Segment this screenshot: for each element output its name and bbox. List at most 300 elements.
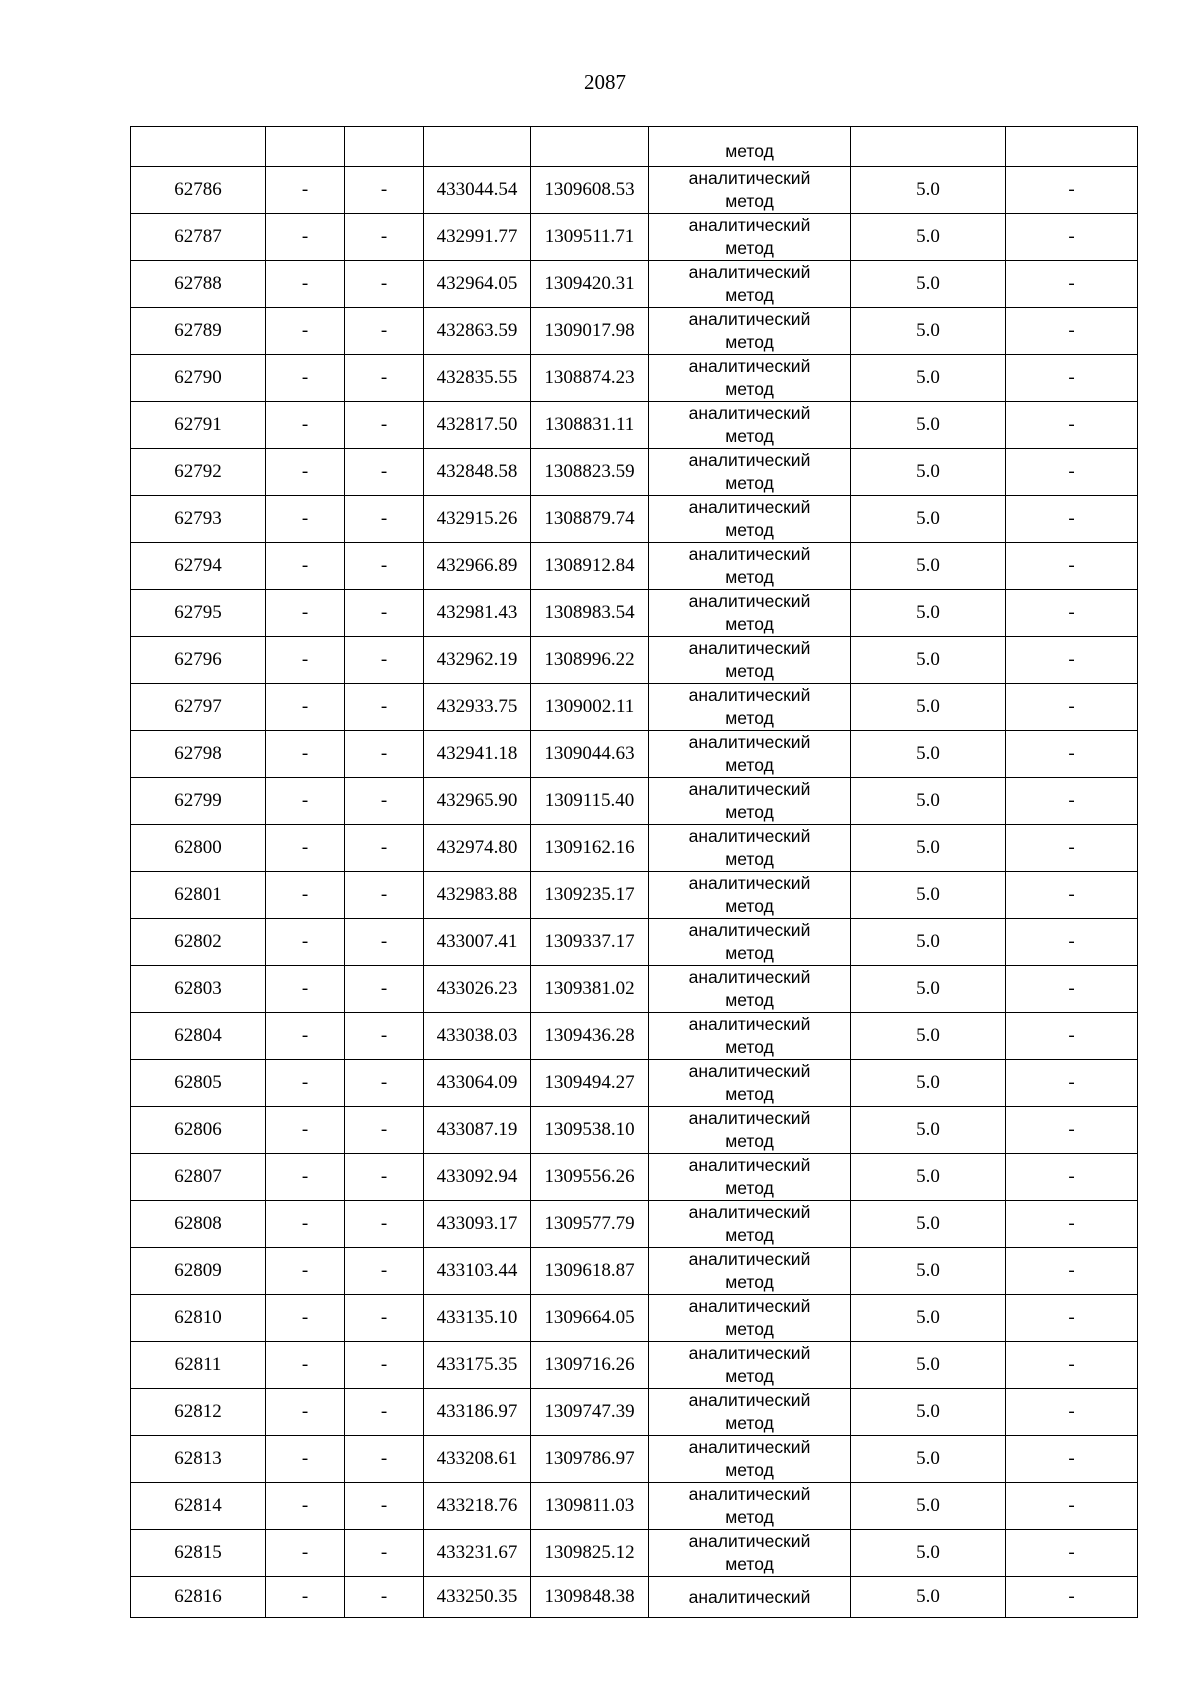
cell-id: 62816 bbox=[131, 1577, 266, 1618]
cell-accuracy: 5.0 bbox=[851, 637, 1006, 684]
cell-c2: - bbox=[266, 1530, 345, 1577]
table-row bbox=[131, 1201, 1138, 1248]
cell-accuracy bbox=[851, 127, 1006, 167]
cell-id: 62813 bbox=[131, 1436, 266, 1483]
method-line-2: метод bbox=[725, 520, 774, 540]
cell-method bbox=[649, 1295, 851, 1342]
cell-accuracy: 5.0 bbox=[851, 1295, 1006, 1342]
method-line-2: метод bbox=[725, 708, 774, 728]
cell-x: 433186.97 bbox=[424, 1389, 531, 1436]
method-line-2: метод bbox=[725, 1507, 774, 1527]
method-line-1: аналитический bbox=[688, 497, 811, 517]
cell-x: 432848.58 bbox=[424, 449, 531, 496]
table-row bbox=[131, 684, 1138, 731]
cell-c3: - bbox=[345, 1154, 424, 1201]
cell-id: 62815 bbox=[131, 1530, 266, 1577]
cell-c3: - bbox=[345, 919, 424, 966]
cell-note: - bbox=[1006, 590, 1138, 637]
cell-accuracy: 5.0 bbox=[851, 684, 1006, 731]
method-line-2: метод bbox=[725, 238, 774, 258]
method-line-2: метод bbox=[725, 1460, 774, 1480]
method-line-2: метод bbox=[725, 191, 774, 211]
cell-method bbox=[649, 214, 851, 261]
table-row bbox=[131, 167, 1138, 214]
cell-note: - bbox=[1006, 261, 1138, 308]
cell-x: 432863.59 bbox=[424, 308, 531, 355]
cell-c3: - bbox=[345, 261, 424, 308]
method-line-1: аналитический bbox=[688, 1202, 811, 1222]
table-row bbox=[131, 1530, 1138, 1577]
cell-note: - bbox=[1006, 919, 1138, 966]
cell-note: - bbox=[1006, 355, 1138, 402]
cell-x: 432965.90 bbox=[424, 778, 531, 825]
table-row bbox=[131, 496, 1138, 543]
cell-note: - bbox=[1006, 543, 1138, 590]
cell-accuracy: 5.0 bbox=[851, 731, 1006, 778]
method-line-2: метод bbox=[725, 1084, 774, 1104]
table-row bbox=[131, 1577, 1138, 1618]
cell-id: 62810 bbox=[131, 1295, 266, 1342]
cell-y: 1308823.59 bbox=[531, 449, 649, 496]
cell-note: - bbox=[1006, 167, 1138, 214]
cell-id: 62814 bbox=[131, 1483, 266, 1530]
cell-c3: - bbox=[345, 1577, 424, 1618]
cell-note: - bbox=[1006, 1389, 1138, 1436]
cell-note: - bbox=[1006, 637, 1138, 684]
cell-note: - bbox=[1006, 1013, 1138, 1060]
cell-note: - bbox=[1006, 825, 1138, 872]
method-line-1: аналитический bbox=[688, 732, 811, 752]
method-line-1: аналитический bbox=[688, 1014, 811, 1034]
cell-id: 62802 bbox=[131, 919, 266, 966]
method-line-1: аналитический bbox=[688, 356, 811, 376]
cell-accuracy: 5.0 bbox=[851, 308, 1006, 355]
method-line-2: метод bbox=[725, 661, 774, 681]
cell-method bbox=[649, 872, 851, 919]
cell-c2: - bbox=[266, 1483, 345, 1530]
cell-y: 1309538.10 bbox=[531, 1107, 649, 1154]
cell-c2: - bbox=[266, 1389, 345, 1436]
cell-c2: - bbox=[266, 214, 345, 261]
cell-c2: - bbox=[266, 1342, 345, 1389]
cell-method bbox=[649, 308, 851, 355]
cell-x: 433135.10 bbox=[424, 1295, 531, 1342]
cell-note: - bbox=[1006, 1295, 1138, 1342]
cell-note: - bbox=[1006, 1201, 1138, 1248]
method-line-1: аналитический bbox=[688, 1531, 811, 1551]
method-line-2: метод bbox=[725, 1225, 774, 1245]
method-line-2: метод bbox=[725, 1178, 774, 1198]
method-line-1: аналитический bbox=[688, 591, 811, 611]
table-row bbox=[131, 1436, 1138, 1483]
method-line-1: аналитический bbox=[688, 309, 811, 329]
method-line-2: метод bbox=[725, 426, 774, 446]
cell-c3: - bbox=[345, 355, 424, 402]
cell-c3: - bbox=[345, 966, 424, 1013]
method-line-2: метод bbox=[725, 990, 774, 1010]
cell-c2: - bbox=[266, 590, 345, 637]
cell-c2: - bbox=[266, 1201, 345, 1248]
cell-c3: - bbox=[345, 1295, 424, 1342]
cell-method bbox=[649, 637, 851, 684]
cell-y: 1309747.39 bbox=[531, 1389, 649, 1436]
cell-c2: - bbox=[266, 543, 345, 590]
table-row bbox=[131, 1248, 1138, 1295]
cell-id: 62798 bbox=[131, 731, 266, 778]
cell-accuracy: 5.0 bbox=[851, 825, 1006, 872]
cell-x: 432962.19 bbox=[424, 637, 531, 684]
cell-method bbox=[649, 1342, 851, 1389]
cell-c3: - bbox=[345, 543, 424, 590]
cell-id: 62811 bbox=[131, 1342, 266, 1389]
method-line-2: метод bbox=[725, 1131, 774, 1151]
cell-x: 432933.75 bbox=[424, 684, 531, 731]
cell-c2: - bbox=[266, 1107, 345, 1154]
cell-x: 433038.03 bbox=[424, 1013, 531, 1060]
cell-method bbox=[649, 449, 851, 496]
cell-c2: - bbox=[266, 355, 345, 402]
cell-c3: - bbox=[345, 1013, 424, 1060]
table-row bbox=[131, 1295, 1138, 1342]
cell-c3 bbox=[345, 127, 424, 167]
method-line-2: метод bbox=[725, 1272, 774, 1292]
cell-id: 62797 bbox=[131, 684, 266, 731]
cell-y: 1309664.05 bbox=[531, 1295, 649, 1342]
cell-method bbox=[649, 402, 851, 449]
cell-method bbox=[649, 261, 851, 308]
cell-c3: - bbox=[345, 308, 424, 355]
cell-method bbox=[649, 966, 851, 1013]
table-row bbox=[131, 308, 1138, 355]
method-line-2: метод bbox=[725, 1554, 774, 1574]
cell-y: 1309811.03 bbox=[531, 1483, 649, 1530]
cell-x: 433250.35 bbox=[424, 1577, 531, 1618]
method-line-1: аналитический bbox=[688, 262, 811, 282]
cell-note: - bbox=[1006, 1483, 1138, 1530]
cell-method bbox=[649, 496, 851, 543]
method-line-1: аналитический bbox=[688, 1061, 811, 1081]
cell-x: 432974.80 bbox=[424, 825, 531, 872]
cell-note: - bbox=[1006, 1436, 1138, 1483]
cell-c3: - bbox=[345, 449, 424, 496]
cell-x: 433087.19 bbox=[424, 1107, 531, 1154]
cell-method bbox=[649, 825, 851, 872]
cell-c2: - bbox=[266, 731, 345, 778]
method-line-1: аналитический bbox=[688, 450, 811, 470]
cell-accuracy: 5.0 bbox=[851, 919, 1006, 966]
cell-id: 62792 bbox=[131, 449, 266, 496]
cell-c2: - bbox=[266, 1295, 345, 1342]
cell-c3: - bbox=[345, 167, 424, 214]
table-row bbox=[131, 590, 1138, 637]
cell-note: - bbox=[1006, 449, 1138, 496]
cell-accuracy: 5.0 bbox=[851, 966, 1006, 1013]
method-line-1: аналитический bbox=[688, 1249, 811, 1269]
method-line-2: метод bbox=[725, 1366, 774, 1386]
cell-y: 1309556.26 bbox=[531, 1154, 649, 1201]
cell-x: 432835.55 bbox=[424, 355, 531, 402]
method-line-1: аналитический bbox=[688, 920, 811, 940]
method-line-1: аналитический bbox=[688, 1296, 811, 1316]
table-row bbox=[131, 1107, 1138, 1154]
cell-note: - bbox=[1006, 1530, 1138, 1577]
cell-c3: - bbox=[345, 496, 424, 543]
cell-method bbox=[649, 731, 851, 778]
cell-accuracy: 5.0 bbox=[851, 496, 1006, 543]
cell-y: 1309044.63 bbox=[531, 731, 649, 778]
page-number: 2087 bbox=[584, 70, 626, 94]
method-line-2: метод bbox=[725, 1037, 774, 1057]
cell-accuracy: 5.0 bbox=[851, 1530, 1006, 1577]
cell-id: 62801 bbox=[131, 872, 266, 919]
method-line-1: аналитический bbox=[688, 779, 811, 799]
cell-note: - bbox=[1006, 778, 1138, 825]
cell-y: 1308912.84 bbox=[531, 543, 649, 590]
cell-accuracy: 5.0 bbox=[851, 543, 1006, 590]
cell-c3: - bbox=[345, 214, 424, 261]
cell-c3: - bbox=[345, 637, 424, 684]
method-line-2: метод bbox=[725, 332, 774, 352]
method-line-2: метод bbox=[725, 896, 774, 916]
cell-accuracy: 5.0 bbox=[851, 1107, 1006, 1154]
cell-c2: - bbox=[266, 966, 345, 1013]
cell-y: 1308874.23 bbox=[531, 355, 649, 402]
cell-c2: - bbox=[266, 167, 345, 214]
cell-accuracy: 5.0 bbox=[851, 402, 1006, 449]
cell-accuracy: 5.0 bbox=[851, 1248, 1006, 1295]
continued-row bbox=[131, 127, 1138, 167]
cell-method bbox=[649, 1060, 851, 1107]
cell-x: 433231.67 bbox=[424, 1530, 531, 1577]
cell-method bbox=[649, 1248, 851, 1295]
cell-id bbox=[131, 127, 266, 167]
cell-id: 62809 bbox=[131, 1248, 266, 1295]
cell-method bbox=[649, 543, 851, 590]
cell-note: - bbox=[1006, 966, 1138, 1013]
method-line-2: метод bbox=[725, 567, 774, 587]
cell-c3: - bbox=[345, 1248, 424, 1295]
cell-method bbox=[649, 1107, 851, 1154]
table-row bbox=[131, 966, 1138, 1013]
cell-method bbox=[649, 1154, 851, 1201]
method-line-1: аналитический bbox=[688, 873, 811, 893]
cell-x: 433092.94 bbox=[424, 1154, 531, 1201]
cell-note: - bbox=[1006, 1577, 1138, 1618]
cell-id: 62806 bbox=[131, 1107, 266, 1154]
cell-method bbox=[649, 684, 851, 731]
cell-accuracy: 5.0 bbox=[851, 261, 1006, 308]
table-row bbox=[131, 1483, 1138, 1530]
method-line-1: аналитический bbox=[688, 1586, 811, 1607]
cell-accuracy: 5.0 bbox=[851, 1389, 1006, 1436]
cell-y: 1309608.53 bbox=[531, 167, 649, 214]
cell-y: 1309002.11 bbox=[531, 684, 649, 731]
cell-note: - bbox=[1006, 1060, 1138, 1107]
cell-c2: - bbox=[266, 1060, 345, 1107]
cell-y: 1309017.98 bbox=[531, 308, 649, 355]
cell-id: 62804 bbox=[131, 1013, 266, 1060]
cell-c2 bbox=[266, 127, 345, 167]
cell-c2: - bbox=[266, 684, 345, 731]
cell-accuracy: 5.0 bbox=[851, 214, 1006, 261]
table-row bbox=[131, 402, 1138, 449]
cell-id: 62805 bbox=[131, 1060, 266, 1107]
cell-c3: - bbox=[345, 1389, 424, 1436]
cell-c2: - bbox=[266, 496, 345, 543]
cell-note bbox=[1006, 127, 1138, 167]
cell-id: 62787 bbox=[131, 214, 266, 261]
cell-id: 62799 bbox=[131, 778, 266, 825]
method-line-2: метод bbox=[725, 943, 774, 963]
cell-c2: - bbox=[266, 637, 345, 684]
cell-c3: - bbox=[345, 1436, 424, 1483]
cell-c2: - bbox=[266, 825, 345, 872]
cell-c2: - bbox=[266, 919, 345, 966]
table-row bbox=[131, 261, 1138, 308]
cell-x: 433007.41 bbox=[424, 919, 531, 966]
cell-method bbox=[649, 1013, 851, 1060]
method-line-1: аналитический bbox=[688, 967, 811, 987]
cell-note: - bbox=[1006, 1107, 1138, 1154]
cell-accuracy: 5.0 bbox=[851, 355, 1006, 402]
cell-method bbox=[649, 355, 851, 402]
cell-accuracy: 5.0 bbox=[851, 872, 1006, 919]
cell-y: 1309337.17 bbox=[531, 919, 649, 966]
cell-c2: - bbox=[266, 308, 345, 355]
cell-c3: - bbox=[345, 872, 424, 919]
table-row bbox=[131, 825, 1138, 872]
method-line-2: метод bbox=[725, 802, 774, 822]
cell-c3: - bbox=[345, 1483, 424, 1530]
cell-y: 1309848.38 bbox=[531, 1577, 649, 1618]
cell-note: - bbox=[1006, 731, 1138, 778]
cell-c2: - bbox=[266, 261, 345, 308]
cell-x: 432915.26 bbox=[424, 496, 531, 543]
cell-y: 1308983.54 bbox=[531, 590, 649, 637]
cell-id: 62800 bbox=[131, 825, 266, 872]
cell-c3: - bbox=[345, 1530, 424, 1577]
cell-y: 1309618.87 bbox=[531, 1248, 649, 1295]
cell-id: 62807 bbox=[131, 1154, 266, 1201]
method-line-2: метод bbox=[725, 285, 774, 305]
cell-y bbox=[531, 127, 649, 167]
cell-y: 1309825.12 bbox=[531, 1530, 649, 1577]
method-line-1: аналитический bbox=[688, 1155, 811, 1175]
method-line-1: аналитический bbox=[688, 1390, 811, 1410]
cell-id: 62793 bbox=[131, 496, 266, 543]
cell-c2: - bbox=[266, 778, 345, 825]
method-line-1: аналитический bbox=[688, 1484, 811, 1504]
cell-c3: - bbox=[345, 778, 424, 825]
table-row bbox=[131, 731, 1138, 778]
cell-method bbox=[649, 1201, 851, 1248]
cell-c3: - bbox=[345, 684, 424, 731]
cell-accuracy: 5.0 bbox=[851, 1060, 1006, 1107]
cell-y: 1309511.71 bbox=[531, 214, 649, 261]
cell-c2: - bbox=[266, 1436, 345, 1483]
cell-c2: - bbox=[266, 1154, 345, 1201]
cell-id: 62812 bbox=[131, 1389, 266, 1436]
table-row bbox=[131, 1342, 1138, 1389]
table-body bbox=[131, 127, 1138, 1618]
table-row bbox=[131, 1060, 1138, 1107]
cell-c2: - bbox=[266, 1577, 345, 1618]
cell-accuracy: 5.0 bbox=[851, 449, 1006, 496]
method-line-2: метод bbox=[725, 614, 774, 634]
cell-x: 433175.35 bbox=[424, 1342, 531, 1389]
cell-method bbox=[649, 1530, 851, 1577]
method-line-1: аналитический bbox=[688, 403, 811, 423]
cell-y: 1309381.02 bbox=[531, 966, 649, 1013]
method-line-2: метод bbox=[725, 1319, 774, 1339]
cell-x: 433093.17 bbox=[424, 1201, 531, 1248]
table-row bbox=[131, 214, 1138, 261]
table-row bbox=[131, 1013, 1138, 1060]
cell-id: 62803 bbox=[131, 966, 266, 1013]
cell-id: 62795 bbox=[131, 590, 266, 637]
cell-accuracy: 5.0 bbox=[851, 167, 1006, 214]
cell-x: 432941.18 bbox=[424, 731, 531, 778]
cell-c2: - bbox=[266, 449, 345, 496]
cell-method bbox=[649, 778, 851, 825]
cell-id: 62789 bbox=[131, 308, 266, 355]
method-line-1: аналитический bbox=[688, 215, 811, 235]
cell-c3: - bbox=[345, 825, 424, 872]
table-row bbox=[131, 872, 1138, 919]
cell-c2: - bbox=[266, 1013, 345, 1060]
cell-x: 433064.09 bbox=[424, 1060, 531, 1107]
method-line-1: аналитический bbox=[688, 1108, 811, 1128]
cell-id: 62791 bbox=[131, 402, 266, 449]
cell-x: 433103.44 bbox=[424, 1248, 531, 1295]
method-line-2: метод bbox=[725, 379, 774, 399]
method-line-1: аналитический bbox=[688, 1343, 811, 1363]
cell-x: 432991.77 bbox=[424, 214, 531, 261]
cell-y: 1309436.28 bbox=[531, 1013, 649, 1060]
coordinates-table bbox=[130, 126, 1138, 1618]
cell-note: - bbox=[1006, 214, 1138, 261]
cell-note: - bbox=[1006, 308, 1138, 355]
cell-method bbox=[649, 1436, 851, 1483]
cell-note: - bbox=[1006, 684, 1138, 731]
cell-x: 432981.43 bbox=[424, 590, 531, 637]
cell-y: 1309786.97 bbox=[531, 1436, 649, 1483]
cell-note: - bbox=[1006, 1248, 1138, 1295]
table-row bbox=[131, 919, 1138, 966]
table-row bbox=[131, 1389, 1138, 1436]
cell-accuracy: 5.0 bbox=[851, 1154, 1006, 1201]
cell-y: 1309162.16 bbox=[531, 825, 649, 872]
cell-y: 1308996.22 bbox=[531, 637, 649, 684]
table-row bbox=[131, 778, 1138, 825]
cell-x: 433044.54 bbox=[424, 167, 531, 214]
cell-x: 432964.05 bbox=[424, 261, 531, 308]
table-row bbox=[131, 543, 1138, 590]
method-line-2: метод bbox=[725, 473, 774, 493]
cell-accuracy: 5.0 bbox=[851, 1577, 1006, 1618]
cell-note: - bbox=[1006, 402, 1138, 449]
cell-c3: - bbox=[345, 1342, 424, 1389]
cell-accuracy: 5.0 bbox=[851, 778, 1006, 825]
cell-x: 432983.88 bbox=[424, 872, 531, 919]
cell-x: 432817.50 bbox=[424, 402, 531, 449]
cell-c3: - bbox=[345, 1107, 424, 1154]
cell-y: 1309494.27 bbox=[531, 1060, 649, 1107]
table-row bbox=[131, 449, 1138, 496]
cell-c3: - bbox=[345, 1201, 424, 1248]
cell-y: 1308831.11 bbox=[531, 402, 649, 449]
cell-c2: - bbox=[266, 872, 345, 919]
